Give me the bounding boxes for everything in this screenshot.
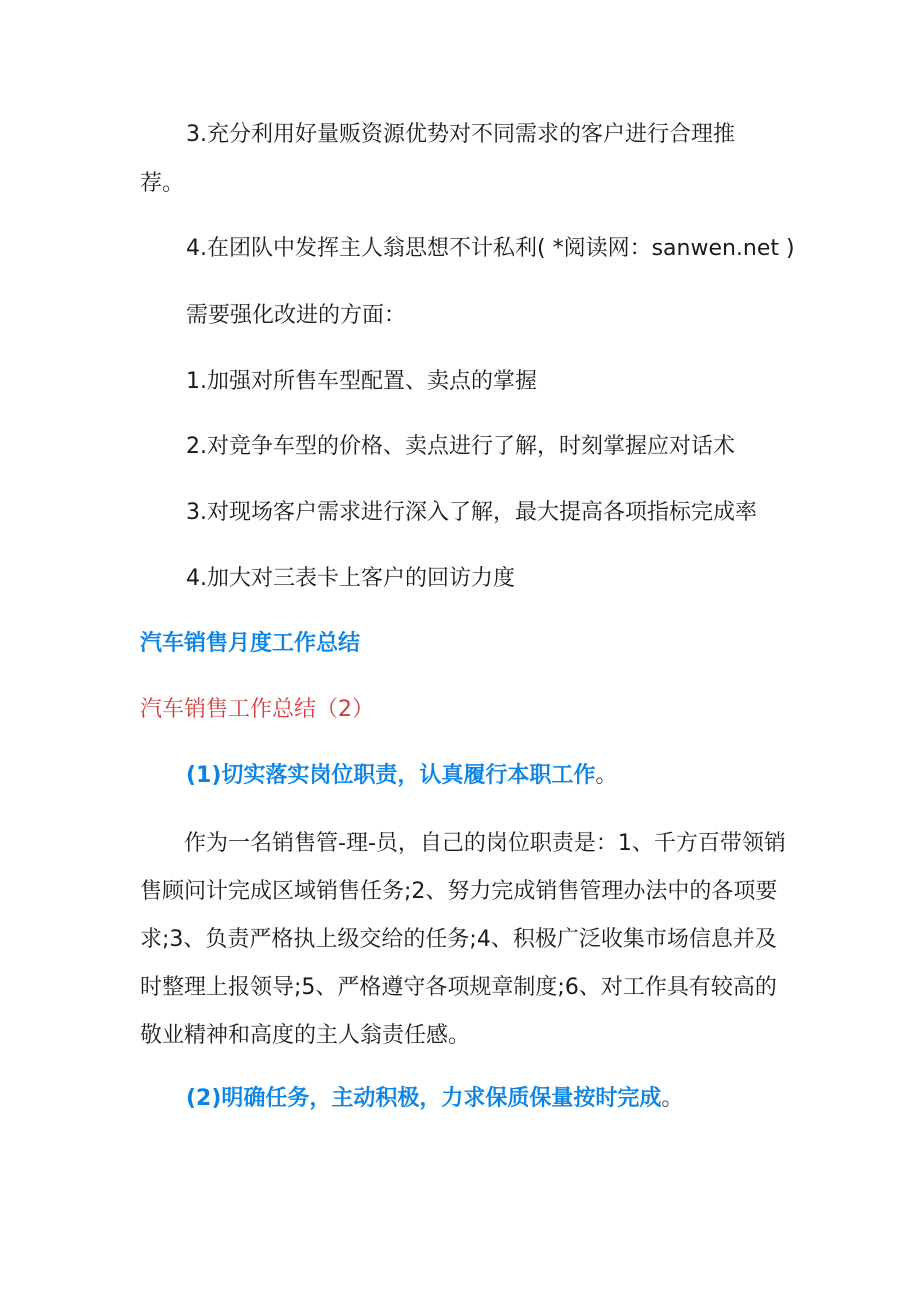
related-article-link[interactable]: 汽车销售月度工作总结 <box>140 631 361 656</box>
subheading-2-text: (2)明确任务，主动积极，力求保质保量按时完成 <box>186 1086 662 1111</box>
body-paragraph: 作为一名销售管-理-员，自己的岗位职责是：1、千方百带领销售顾问计完成区域销售任务;2、努力完成销售管理办法中的各项要求;3、负责严格执上级交给的任务;4、积极广泛收集市场信息并及时整理上报领导;5、严格遵守各项规章制度;6、对工作具有较高的敬业精神和高度的主人翁责任感。 <box>140 831 786 1048</box>
improvement-item-2: 2.对竞争车型的价格、卖点进行了解，时刻掌握应对话术 <box>186 434 735 459</box>
improvement-item-3: 3.对现场客户需求进行深入了解，最大提高各项指标完成率 <box>186 500 757 525</box>
subheading-1-text: (1)切实落实岗位职责，认真履行本职工作 <box>186 763 596 788</box>
paragraph-3-line-2: 荐。 <box>140 171 185 196</box>
subheading-1 <box>186 761 617 791</box>
paragraph-4: 4.在团队中发挥主人翁思想不计私利( *阅读网：sanwen.net ) <box>186 236 795 261</box>
subheading-2 <box>186 1084 683 1114</box>
improvement-item-1: 1.加强对所售车型配置、卖点的掌握 <box>186 369 537 394</box>
improvement-heading: 需要强化改进的方面： <box>186 303 407 328</box>
subheading-1-period: 。 <box>595 763 618 788</box>
improvement-item-4: 4.加大对三表卡上客户的回访力度 <box>186 566 515 591</box>
subheading-2-period: 。 <box>661 1086 684 1111</box>
paragraph-3-line-1: 3.充分利用好量贩资源优势对不同需求的客户进行合理推 <box>186 122 735 147</box>
section-title: 汽车销售工作总结（2） <box>140 697 374 722</box>
